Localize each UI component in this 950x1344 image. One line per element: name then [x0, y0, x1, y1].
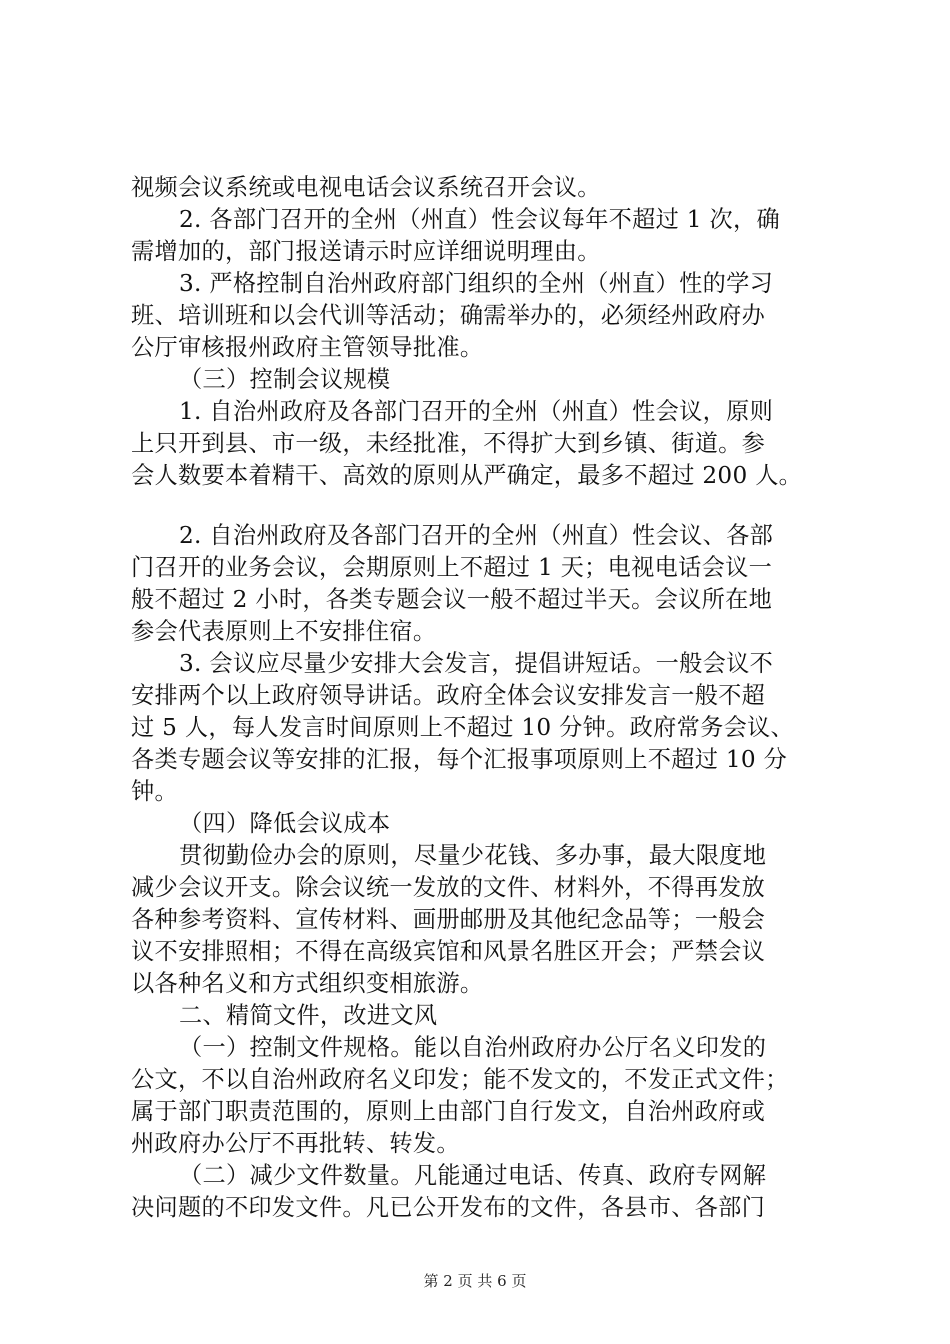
text-line: 3. 严格控制自治州政府部门组织的全州（州直）性的学习 — [179, 270, 774, 297]
text-line: 会人数要本着精干、高效的原则从严确定，最多不超过 200 人。 — [131, 462, 803, 489]
text-line: 3. 会议应尽量少安排大会发言，提倡讲短话。一般会议不 — [179, 650, 774, 677]
text-line: 州政府办公厅不再批转、转发。 — [131, 1130, 460, 1157]
text-line: 钟。 — [131, 778, 178, 805]
text-line: 班、培训班和以会代训等活动；确需举办的，必须经州政府办 — [131, 302, 766, 329]
document-body — [131, 172, 836, 1224]
text-line: 各种参考资料、宣传材料、画册邮册及其他纪念品等；一般会 — [131, 906, 766, 933]
text-line: 般不超过 2 小时，各类专题会议一般不超过半天。会议所在地 — [131, 586, 773, 613]
text-line: 参会代表原则上不安排住宿。 — [131, 618, 437, 645]
page-number: 第 2 页 共 6 页 — [423, 1272, 527, 1290]
text-line: 2. 各部门召开的全州（州直）性会议每年不超过 1 次，确 — [179, 206, 780, 233]
section-heading: （三）控制会议规模 — [179, 366, 391, 393]
text-line: 需增加的，部门报送请示时应详细说明理由。 — [131, 238, 601, 265]
text-line: 议不安排照相；不得在高级宾馆和风景名胜区开会；严禁会议 — [131, 938, 766, 965]
section-heading: 二、精简文件，改进文风 — [179, 1002, 438, 1029]
text-line: （二）减少文件数量。凡能通过电话、传真、政府专网解 — [179, 1162, 767, 1189]
text-line: 决问题的不印发文件。凡已公开发布的文件，各县市、各部门 — [131, 1194, 766, 1221]
text-line: 上只开到县、市一级，未经批准，不得扩大到乡镇、街道。参 — [131, 430, 766, 457]
text-line: 各类专题会议等安排的汇报，每个汇报事项原则上不超过 10 分 — [131, 746, 788, 773]
text-line: 门召开的业务会议，会期原则上不超过 1 天；电视电话会议一 — [131, 554, 773, 581]
text-line: 贯彻勤俭办会的原则，尽量少花钱、多办事，最大限度地 — [179, 842, 767, 869]
text-line: 减少会议开支。除会议统一发放的文件、材料外，不得再发放 — [131, 874, 766, 901]
text-line: 2. 自治州政府及各部门召开的全州（州直）性会议、各部 — [179, 522, 774, 549]
text-line: 安排两个以上政府领导讲话。政府全体会议安排发言一般不超 — [131, 682, 766, 709]
text-line: （一）控制文件规格。能以自治州政府办公厅名义印发的 — [179, 1034, 767, 1061]
section-heading: （四）降低会议成本 — [179, 810, 391, 837]
text-line: 公厅审核报州政府主管领导批准。 — [131, 334, 484, 361]
text-line: 视频会议系统或电视电话会议系统召开会议。 — [131, 174, 601, 201]
text-line: 公文，不以自治州政府名义印发；能不发文的，不发正式文件； — [131, 1066, 789, 1093]
text-line: 1. 自治州政府及各部门召开的全州（州直）性会议，原则 — [179, 398, 774, 425]
text-line: 属于部门职责范围的，原则上由部门自行发文，自治州政府或 — [131, 1098, 766, 1125]
text-line: 以各种名义和方式组织变相旅游。 — [131, 970, 484, 997]
text-line: 过 5 人，每人发言时间原则上不超过 10 分钟。政府常务会议、 — [131, 714, 795, 741]
